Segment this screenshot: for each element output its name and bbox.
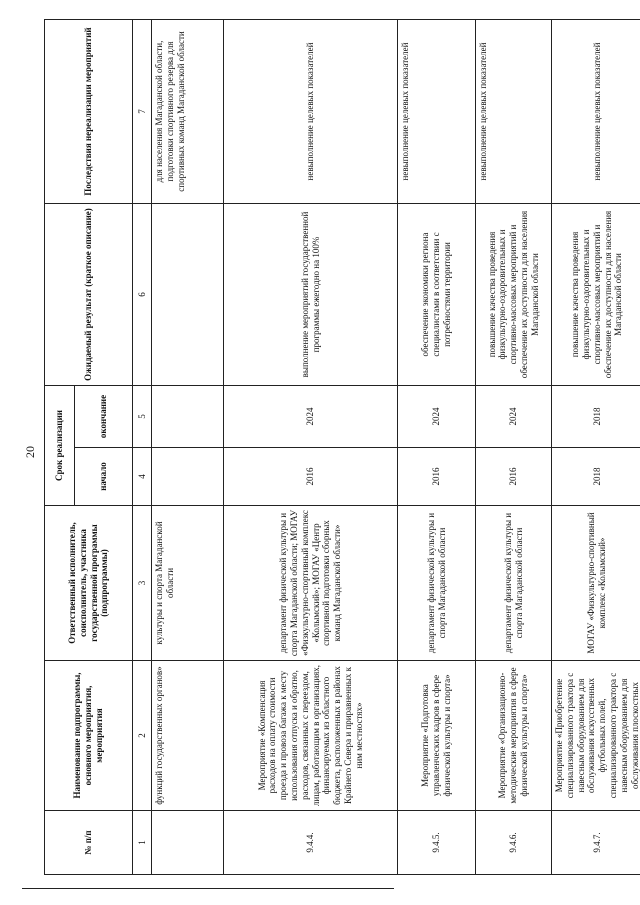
row-name: функций государственных органов»	[152, 661, 224, 811]
header-end: окончание	[75, 386, 133, 448]
row-result: выполнение мероприятий государственной программы ежегодно на 100%	[224, 204, 398, 386]
column-number: 7	[133, 20, 152, 204]
row-name: Мероприятие «Компенсация расходов на оплату стоимости проезда и провоза багажа к месту использования отпуска и обратно, расходов, связанных с переездом, лицам, работающим в организациях, финансируемых из областного бюджета, расположенных в районах Крайнего Севера и приравненных к ним местностях»	[224, 661, 398, 811]
row-name: Мероприятие «Приобретение специализированного трактора с навесным оборудованием для обслуживания искусственных футбольных полей, специализированного трактора с навесным оборудованием для обслуживания плоскостных	[552, 661, 640, 811]
row-executor: департамент физической культуры и спорта Магаданской области; МОГАУ «Физкультурно-спортивный комплекс «Колымский»; МОГАУ «Центр спортивной подготовки сборных команд Магаданской области»	[224, 506, 398, 661]
row-start: 2016	[398, 448, 476, 506]
header-start: начало	[75, 448, 133, 506]
row-end: 2024	[476, 386, 552, 448]
header-executor: Ответственный исполнитель, соисполнитель, участника государственной программы (подпрограммы)	[45, 506, 133, 661]
row-start: 2016	[476, 448, 552, 506]
column-number: 3	[133, 506, 152, 661]
table-row	[398, 20, 476, 875]
row-num: 9.4.7.	[552, 811, 640, 875]
row-executor: департамент физической культуры и спорта Магаданской области	[476, 506, 552, 661]
header-period: Срок реализации	[45, 386, 75, 506]
row-consequences: невыполнение целевых показателей	[552, 20, 640, 204]
row-result: повышение качества проведения физкультурно-оздоровительных и спортивно-массовых мероприятий и обеспечение их доступности для населения Магаданской области	[552, 204, 640, 386]
row-executor: культуры и спорта Магаданской области	[152, 506, 224, 661]
row-end: 2018	[552, 386, 640, 448]
header-consequences: Последствия нереализации мероприятий	[45, 20, 133, 204]
header-result: Ожидаемый результат (краткое описание)	[45, 204, 133, 386]
column-number: 1	[133, 811, 152, 875]
row-end: 2024	[224, 386, 398, 448]
row-end: 2024	[398, 386, 476, 448]
row-num: 9.4.5.	[398, 811, 476, 875]
row-num: 9.4.4.	[224, 811, 398, 875]
row-result: обеспечение экономики региона специалистами в соответствии с потребностями территории	[398, 204, 476, 386]
table-row	[224, 20, 398, 875]
column-number: 4	[133, 448, 152, 506]
table-row	[476, 20, 552, 875]
table-row	[152, 20, 224, 875]
header-name: Наименование подпрограммы, основного мероприятия, мероприятия	[45, 661, 133, 811]
row-executor: МОГАУ «Физкультурно-спортивный комплекс «Колымский»	[552, 506, 640, 661]
row-consequences: невыполнение целевых показателей	[476, 20, 552, 204]
page-number: 20	[23, 446, 37, 458]
column-number: 6	[133, 204, 152, 386]
row-result	[152, 204, 224, 386]
column-number: 2	[133, 661, 152, 811]
row-end	[152, 386, 224, 448]
header-row-1	[45, 20, 75, 875]
row-start	[152, 448, 224, 506]
program-measures-table	[44, 19, 640, 875]
column-number-row	[133, 20, 152, 875]
row-start: 2016	[224, 448, 398, 506]
row-result: повышение качества проведения физкультурно-оздоровительных и спортивно-массовых мероприятий и обеспечение их доступности для населения Магаданской области	[476, 204, 552, 386]
bottom-divider	[22, 888, 394, 889]
table-row	[552, 20, 640, 875]
row-name: Мероприятие «Организационно-методические мероприятия в сфере физической культуры и спорта»	[476, 661, 552, 811]
program-table-sheet	[44, 20, 640, 875]
row-num: 9.4.6.	[476, 811, 552, 875]
header-num: № п/п	[45, 811, 133, 875]
row-consequences: для населения Магаданской области, подготовки спортивного резерва для спортивных команд Магаданской области	[152, 20, 224, 204]
column-number: 5	[133, 386, 152, 448]
row-num	[152, 811, 224, 875]
row-name: Мероприятие «Подготовка управленческих кадров в сфере физической культуры и спорта»	[398, 661, 476, 811]
row-executor: департамент физической культуры и спорта Магаданской области	[398, 506, 476, 661]
row-start: 2018	[552, 448, 640, 506]
row-consequences: невыполнение целевых показателей	[398, 20, 476, 204]
row-consequences: невыполнение целевых показателей	[224, 20, 398, 204]
